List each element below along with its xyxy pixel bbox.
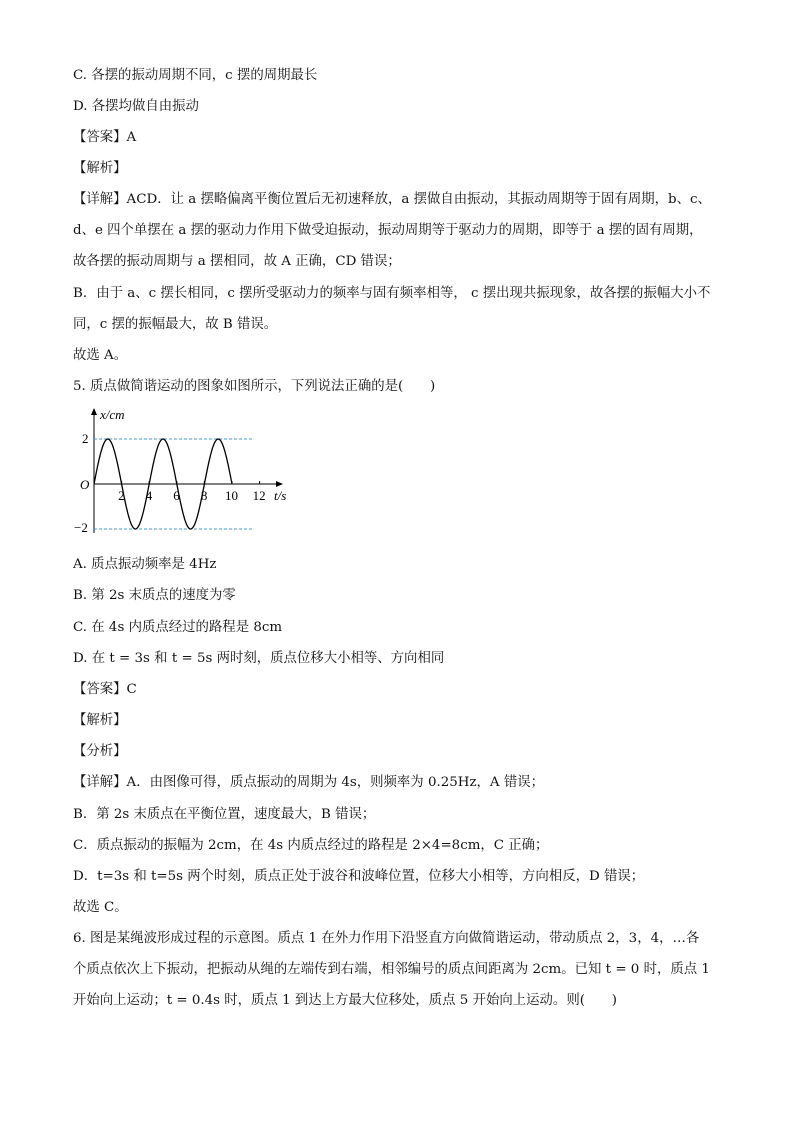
option-d: D. 在 t = 3s 和 t = 5s 两时刻，质点位移大小相等、方向相同 [73, 651, 445, 666]
y-axis-label: x/cm [100, 407, 125, 422]
x-tick-label-2: 2 [118, 488, 125, 503]
x-tick-label-12: 12 [252, 488, 266, 503]
question-6-line-1: 6. 图是某绳波形成过程的示意图。质点 1 在外力作用下沿竖直方向做简谐运动，带动质点 2，3，4，…各 [73, 931, 700, 946]
detail-line-1: 【详解】A．由图像可得，质点振动的周期为 4s，则频率为 0.25Hz，A 错误； [73, 775, 544, 790]
x-tick-label-4: 4 [145, 488, 153, 503]
question-6-line-2: 个质点依次上下振动，把振动从绳的左端传到右端，相邻编号的质点间距离为 2cm。已知 t = 0 时，质点 1 [73, 962, 710, 977]
option-c-prev: C. 各摆的振动周期不同，c 摆的周期最长 [73, 68, 318, 83]
analysis-heading-prev: 【解析】 [73, 161, 127, 176]
explanation-line-5: 同，c 摆的振幅最大，故 B 错误。 [73, 317, 278, 332]
y-tick-2: 2 [82, 431, 89, 446]
detail-line-4: D．t=3s 和 t=5s 两个时刻，质点正处于波谷和波峰位置，位移大小相等，方向相反，D 错误； [73, 869, 645, 884]
origin-label: O [80, 477, 90, 492]
explanation-line-2: d、e 四个单摆在 a 摆的驱动力作用下做受迫振动，振动周期等于驱动力的周期，即等于 a 摆的固有周期， [73, 223, 703, 238]
option-b: B. 第 2s 末质点的速度为零 [73, 588, 236, 603]
conclusion: 故选 C。 [73, 900, 128, 915]
x-tick-label-6: 6 [173, 488, 180, 503]
option-c: C. 在 4s 内质点经过的路程是 8cm [73, 620, 283, 635]
detail-line-2: B．第 2s 末质点在平衡位置，速度最大，B 错误； [73, 807, 376, 822]
option-d-prev: D. 各摆均做自由振动 [73, 99, 199, 114]
explanation-line-1: 【详解】ACD．让 a 摆略偏离平衡位置后无初速释放，a 摆做自由振动，其振动周期等于固有周期，b、c、 [73, 192, 711, 207]
x-tick-label-10: 10 [225, 488, 238, 503]
analysis-subheading: 【分析】 [73, 744, 127, 759]
answer-prev: 【答案】A [73, 130, 137, 145]
analysis-heading: 【解析】 [73, 713, 127, 728]
conclusion-prev: 故选 A。 [73, 348, 128, 363]
shm-graph [70, 405, 300, 545]
option-a: A. 质点振动频率是 4Hz [73, 557, 217, 572]
detail-line-3: C．质点振动的振幅为 2cm，在 4s 内质点经过的路程是 2×4=8cm，C 正确； [73, 838, 549, 853]
x-tick-label-8: 8 [200, 488, 208, 503]
question-6-line-3: 开始向上运动；t = 0.4s 时，质点 1 到达上方最大位移处，质点 5 开始向上运动。则( ) [73, 993, 617, 1008]
x-axis-label: t/s [274, 488, 287, 503]
question-5-stem: 5. 质点做简谐运动的图象如图所示，下列说法正确的是( ) [73, 379, 436, 394]
answer: 【答案】C [73, 682, 137, 697]
explanation-line-3: 故各摆的振动周期与 a 摆相同，故 A 正确，CD 错误； [73, 254, 401, 269]
explanation-line-4: B．由于 a、c 摆长相同，c 摆所受驱动力的频率与固有频率相等， c 摆出现共振现象，故各摆的振幅大小不 [73, 286, 711, 301]
y-tick-neg2: −2 [74, 520, 88, 535]
